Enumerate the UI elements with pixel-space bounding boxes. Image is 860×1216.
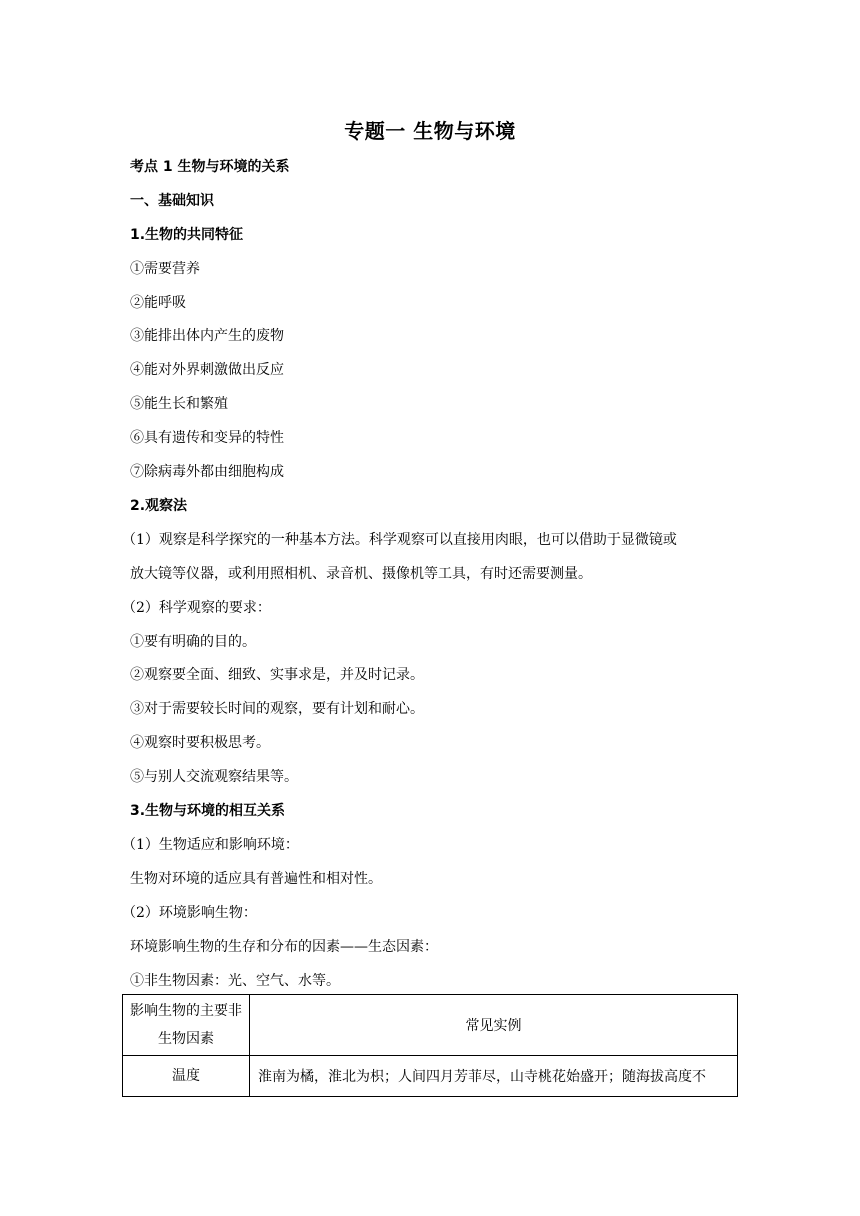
section-heading: 一、基础知识: [130, 193, 214, 209]
paragraph-line: （1）观察是科学探究的一种基本方法。科学观察可以直接用肉眼，也可以借助于显微镜或: [122, 532, 677, 548]
table-header-factor: 影响生物的主要非生物因素: [123, 995, 250, 1056]
section-heading: 2.观察法: [130, 498, 188, 514]
paragraph-line: （1）生物适应和影响环境：: [122, 837, 299, 853]
paragraph-line: ④观察时要积极思考。: [130, 735, 270, 751]
table-cell-example: 淮南为橘，淮北为枳；人间四月芳菲尽，山寺桃花始盛开；随海拔高度不: [250, 1056, 738, 1097]
paragraph-line: ⑤能生长和繁殖: [130, 396, 228, 412]
paragraph-line: （2）环境影响生物：: [122, 905, 257, 921]
factor-table: [122, 994, 738, 1097]
table-header-row: [123, 995, 738, 1056]
paragraph-line: ①非生物因素：光、空气、水等。: [130, 973, 340, 989]
paragraph-line: ②能呼吸: [130, 295, 186, 311]
paragraph-line: ⑦除病毒外都由细胞构成: [130, 464, 284, 480]
paragraph-line: 放大镜等仪器，或利用照相机、录音机、摄像机等工具，有时还需要测量。: [130, 566, 592, 582]
paragraph-line: 生物对环境的适应具有普遍性和相对性。: [130, 871, 382, 887]
table-row: [123, 1056, 738, 1097]
section-heading: 3.生物与环境的相互关系: [130, 803, 286, 819]
paragraph-line: ⑥具有遗传和变异的特性: [130, 430, 284, 446]
paragraph-line: （2）科学观察的要求：: [122, 600, 271, 616]
table-header-examples: 常见实例: [250, 995, 738, 1056]
paragraph-line: ③对于需要较长时间的观察，要有计划和耐心。: [130, 701, 424, 717]
paragraph-line: ②观察要全面、细致、实事求是，并及时记录。: [130, 667, 424, 683]
page-title: 专题一 生物与环境: [344, 119, 516, 143]
table-cell-factor: 温度: [123, 1056, 250, 1097]
paragraph-line: 环境影响生物的生存和分布的因素——生态因素：: [130, 939, 438, 955]
paragraph-line: ⑤与别人交流观察结果等。: [130, 769, 298, 785]
section-heading: 考点 1 生物与环境的关系: [130, 159, 290, 175]
paragraph-line: ③能排出体内产生的废物: [130, 328, 284, 344]
paragraph-line: ①要有明确的目的。: [130, 634, 256, 650]
paragraph-line: ④能对外界刺激做出反应: [130, 362, 284, 378]
section-heading: 1.生物的共同特征: [130, 227, 244, 243]
paragraph-line: ①需要营养: [130, 261, 200, 277]
